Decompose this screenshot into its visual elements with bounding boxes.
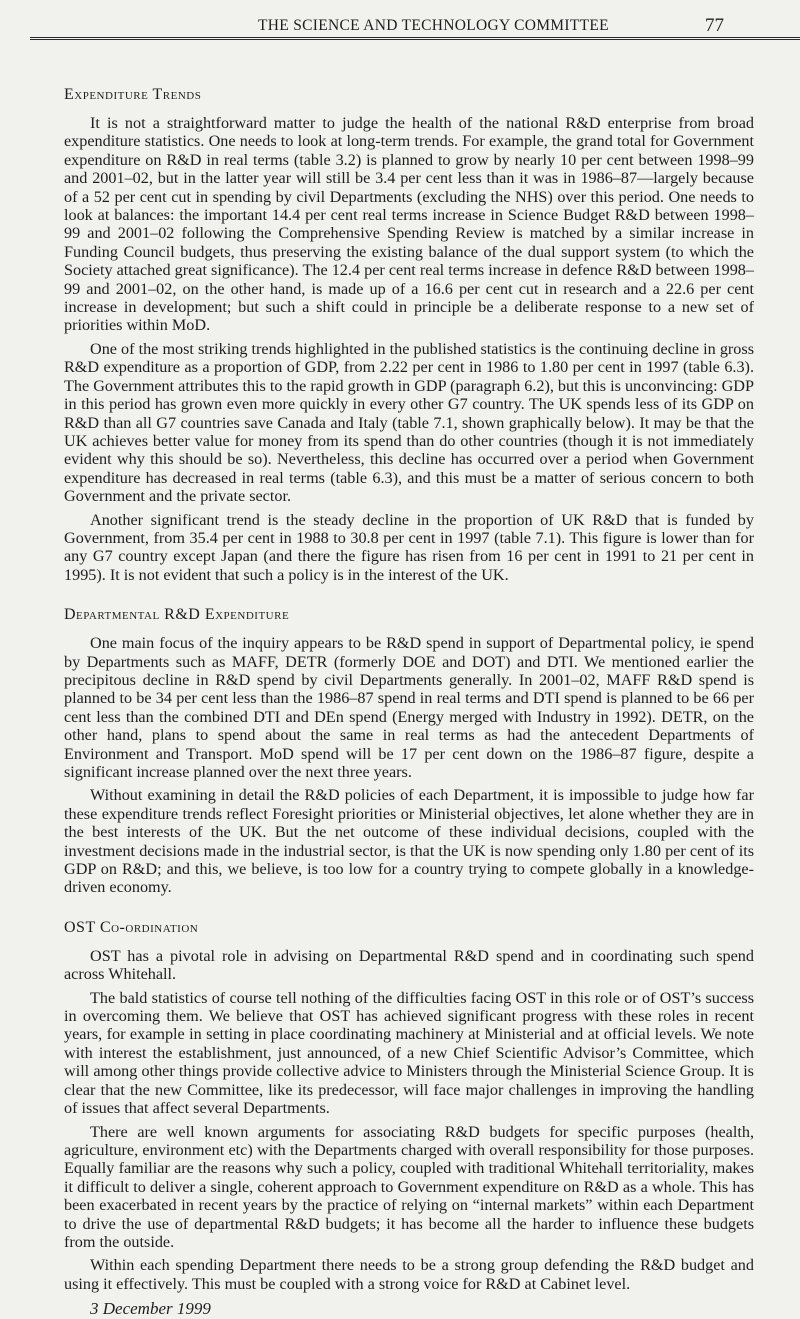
- document-body: [64, 86, 754, 1319]
- running-head: [0, 17, 800, 37]
- section-heading: OST Co-ordination: [64, 918, 199, 936]
- paragraph: One main focus of the inquiry appears to be R&D spend in support of Departmental policy, ie spend by Departments such as MAFF, DETR (formerly DOE and DOT) and DTI. We mentioned earlier the precipitous decline in R&D spend by civil Departments generally. In 2001–02, MAFF R&D spend is planned to be 34 per cent less than the 1986–87 spend in real terms and DTI spend is planned to be 66 per cent less than the combined DTI and DEn spend (Energy merged with Industry in 1992). DETR, on the other hand, plans to spend about the same in real terms as had the antecedent Departments of Environment and Transport. MoD spend will be 17 per cent down on the 1986–87 figure, despite a significant increase planned over the next three years.: [64, 634, 754, 781]
- paragraph: There are well known arguments for associating R&D budgets for specific purposes (health, agriculture, environment etc) with the Departments charged with overall responsibility for those purposes. Equally familiar are the reasons why such a policy, coupled with traditional Whitehall territoriality, makes it difficult to deliver a single, coherent approach to Government expenditure on R&D as a whole. This has been exacerbated in recent years by the practice of relying on “internal markets” within each Department to drive the use of departmental R&D budgets; it has become all the harder to influence these budgets from the outside.: [64, 1122, 754, 1251]
- paragraph: Without examining in detail the R&D policies of each Department, it is impossible to judge how far these expenditure trends reflect Foresight priorities or Ministerial objectives, let alone whether they are in the best interests of the UK. But the net outcome of these individual decisions, coupled with the investment decisions made in the industrial sector, is that the UK is now spending only 1.80 per cent of its GDP on R&D; and this, we believe, is too low for a country trying to compete globally in a knowledge-driven economy.: [64, 786, 754, 897]
- paragraph: OST has a pivotal role in advising on Departmental R&D spend and in coordinating such spend across Whitehall.: [64, 946, 754, 984]
- running-title: THE SCIENCE AND TECHNOLOGY COMMITTEE: [258, 17, 609, 34]
- header-rule: [30, 37, 800, 40]
- paragraph: The bald statistics of course tell nothing of the difficulties facing OST in this role or of OST’s success in overcoming them. We believe that OST has achieved significant progress with these roles in recent years, for example in setting in place coordinating machinery at Ministerial and at official levels. We note with interest the establishment, just announced, of a new Chief Scientific Advisor’s Committee, which will among other things provide collective advice to Ministers through the Ministerial Science Group. It is clear that the new Committee, like its predecessor, will face major challenges in improving the handling of issues that affect several Departments.: [64, 988, 754, 1118]
- section-heading: Expenditure Trends: [64, 86, 202, 103]
- section-ost-coordination: [64, 919, 754, 1293]
- paragraph: Another significant trend is the steady decline in the proportion of UK R&D that is funded by Government, from 35.4 per cent in 1988 to 30.8 per cent in 1997 (table 7.1). This figure is lower than for any G7 country except Japan (and there the figure has risen from 16 per cent in 1991 to 21 per cent in 1995). It is not evident that such a policy is in the interest of the UK.: [64, 510, 754, 584]
- section-heading: Departmental R&D Expenditure: [64, 606, 290, 624]
- paragraph: Within each spending Department there needs to be a strong group defending the R&D budget and using it effectively. This must be coupled with a strong voice for R&D at Cabinet level.: [64, 1256, 754, 1293]
- section-expenditure-trends: [64, 86, 754, 584]
- page-number: 77: [705, 15, 724, 36]
- document-date: 3 December 1999: [90, 1299, 211, 1319]
- section-departmental-rd-expenditure: [64, 606, 754, 897]
- paragraph: One of the most striking trends highlighted in the published statistics is the continuing decline in gross R&D expenditure as a proportion of GDP, from 2.22 per cent in 1986 to 1.80 per cent in 1997 (table 6.3). The Government attributes this to the rapid growth in GDP (paragraph 6.2), but this is unconvincing: GDP in this period has grown even more quickly in every other G7 country. The UK spends less of its GDP on R&D than all G7 countries save Canada and Italy (table 7.1, shown graphically below). It may be that the UK achieves better value for money from its spend than do other countries (though it is not immediately evident why this should be so). Nevertheless, this decline has occurred over a period when Government expenditure has decreased in real terms (table 6.3), and this must be a matter of serious concern to both Government and the private sector.: [64, 339, 754, 506]
- paragraph: It is not a straightforward matter to judge the health of the national R&D enterprise from broad expenditure statistics. One needs to look at long-term trends. For example, the grand total for Government expenditure on R&D in real terms (table 3.2) is planned to grow by nearly 10 per cent between 1998–99 and 2001–02, but in the latter year will still be 3.4 per cent less than it was in 1986–87—largely because of a 52 per cent cut in spending by civil Departments (excluding the NHS) over this period. One needs to look at balances: the important 14.4 per cent real terms increase in Science Budget R&D between 1998–99 and 2001–02 following the Comprehensive Spending Review is matched by a similar increase in Funding Council budgets, thus preserving the existing balance of the dual support system (to which the Society attached great significance). The 12.4 per cent real terms increase in defence R&D between 1998–99 and 2001–02, on the other hand, is made up of a 16.6 per cent cut in research and a 22.6 per cent increase in development; but such a shift could in principle be a deliberate response to a new set of priorities within MoD.: [64, 114, 754, 335]
